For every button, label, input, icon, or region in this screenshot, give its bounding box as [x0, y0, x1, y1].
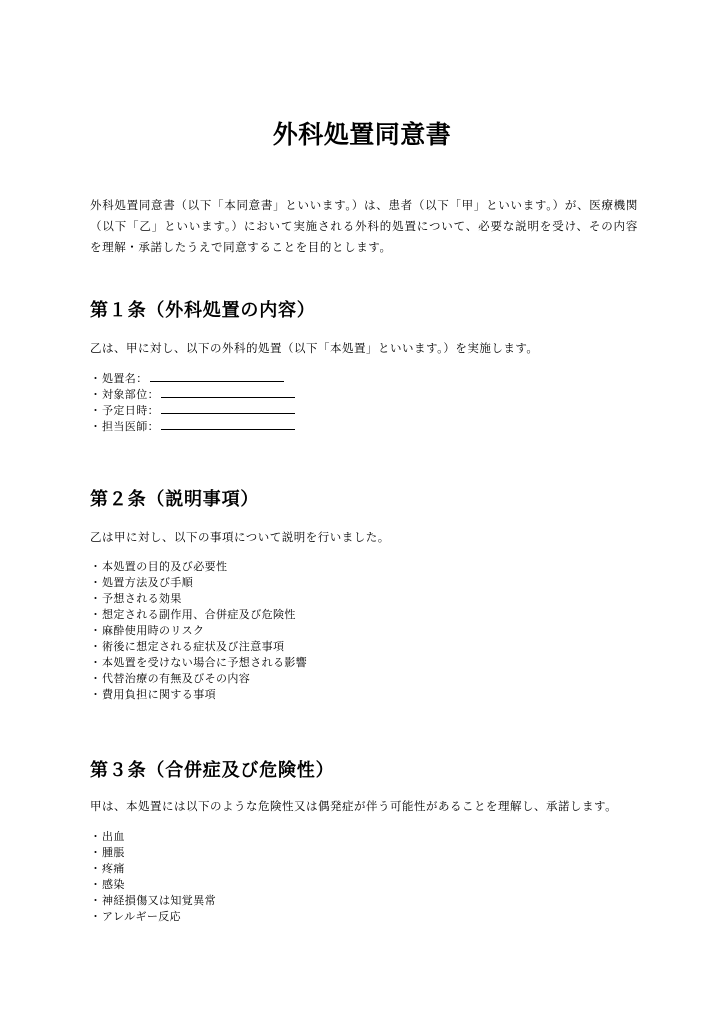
bullet-mark: ・ [90, 560, 102, 573]
list-item-text: 術後に想定される症状及び注意事項 [102, 640, 285, 653]
list-item [90, 893, 216, 909]
bullet-mark: ・ [90, 388, 102, 401]
list-item [90, 909, 216, 925]
list-item-text: 神経損傷又は知覚異常 [102, 894, 216, 907]
bullet-mark: ・ [90, 656, 102, 669]
list-item [90, 687, 307, 703]
bullet-mark: ・ [90, 894, 102, 907]
section-2-heading: 第２条（説明事項） [90, 489, 260, 510]
fill-in-blank-line [161, 402, 295, 414]
section-3-item-list [90, 829, 216, 925]
field-target-site [90, 386, 295, 402]
list-item [90, 639, 307, 655]
bullet-mark: ・ [90, 878, 102, 891]
bullet-mark: ・ [90, 624, 102, 637]
list-item [90, 559, 307, 575]
section-2-paragraph: 乙は甲に対し、以下の事項について説明を行いました。 [90, 530, 390, 544]
list-item [90, 655, 307, 671]
bullet-mark: ・ [90, 592, 102, 605]
intro-paragraph: 外科処置同意書（以下「本同意書」といいます。）は、患者（以下「甲」といいます。）が、医療機関（以下「乙」といいます。）において実施される外科的処置について、必要な説明を受け、その内容を理解・承諾したうえで同意することを目的とします。 [90, 198, 638, 254]
list-item-text: 本処置を受けない場合に予想される影響 [102, 656, 308, 669]
list-item [90, 829, 216, 845]
section-1-field-list [90, 370, 295, 434]
bullet-mark: ・ [90, 862, 102, 875]
field-label: 担当医師： [102, 420, 159, 433]
list-item [90, 623, 307, 639]
list-item-text: 予想される効果 [102, 592, 182, 605]
bullet-mark: ・ [90, 688, 102, 701]
fill-in-blank-line [161, 386, 295, 398]
field-label: 処置名： [102, 372, 148, 385]
list-item-text: 想定される副作用、合併症及び危険性 [102, 608, 296, 621]
bullet-mark: ・ [90, 910, 102, 923]
bullet-mark: ・ [90, 830, 102, 843]
list-item-text: 感染 [102, 878, 125, 891]
list-item [90, 877, 216, 893]
bullet-mark: ・ [90, 372, 102, 385]
bullet-mark: ・ [90, 420, 102, 433]
list-item [90, 607, 307, 623]
field-attending-doctor [90, 418, 295, 434]
list-item [90, 671, 307, 687]
bullet-mark: ・ [90, 640, 102, 653]
document-title: 外科処置同意書 [272, 120, 452, 149]
list-item-text: アレルギー反応 [102, 910, 182, 923]
bullet-mark: ・ [90, 404, 102, 417]
bullet-mark: ・ [90, 672, 102, 685]
list-item-text: 麻酔使用時のリスク [102, 624, 205, 637]
field-label: 予定日時： [102, 404, 159, 417]
section-1-paragraph: 乙は、甲に対し、以下の外科的処置（以下「本処置」といいます。）を実施します。 [90, 341, 539, 355]
fill-in-blank-line [150, 370, 284, 382]
field-label: 対象部位： [102, 388, 159, 401]
list-item-text: 費用負担に関する事項 [102, 688, 216, 701]
list-item-text: 代替治療の有無及びその内容 [102, 672, 251, 685]
section-2-item-list [90, 559, 307, 703]
list-item-text: 出血 [102, 830, 125, 843]
bullet-mark: ・ [90, 846, 102, 859]
section-3-paragraph: 甲は、本処置には以下のような危険性又は偶発症が伴う可能性があることを理解し、承諾します。 [90, 799, 618, 813]
list-item-text: 本処置の目的及び必要性 [102, 560, 228, 573]
section-1-heading: 第１条（外科処置の内容） [90, 300, 316, 321]
field-procedure-name [90, 370, 295, 386]
list-item-text: 疼痛 [102, 862, 125, 875]
list-item [90, 861, 216, 877]
list-item-text: 腫脹 [102, 846, 125, 859]
list-item-text: 処置方法及び手順 [102, 576, 194, 589]
list-item [90, 591, 307, 607]
bullet-mark: ・ [90, 608, 102, 621]
field-scheduled-date [90, 402, 295, 418]
section-3-heading: 第３条（合併症及び危険性） [90, 760, 335, 781]
fill-in-blank-line [161, 418, 295, 430]
list-item [90, 575, 307, 591]
list-item [90, 845, 216, 861]
bullet-mark: ・ [90, 576, 102, 589]
